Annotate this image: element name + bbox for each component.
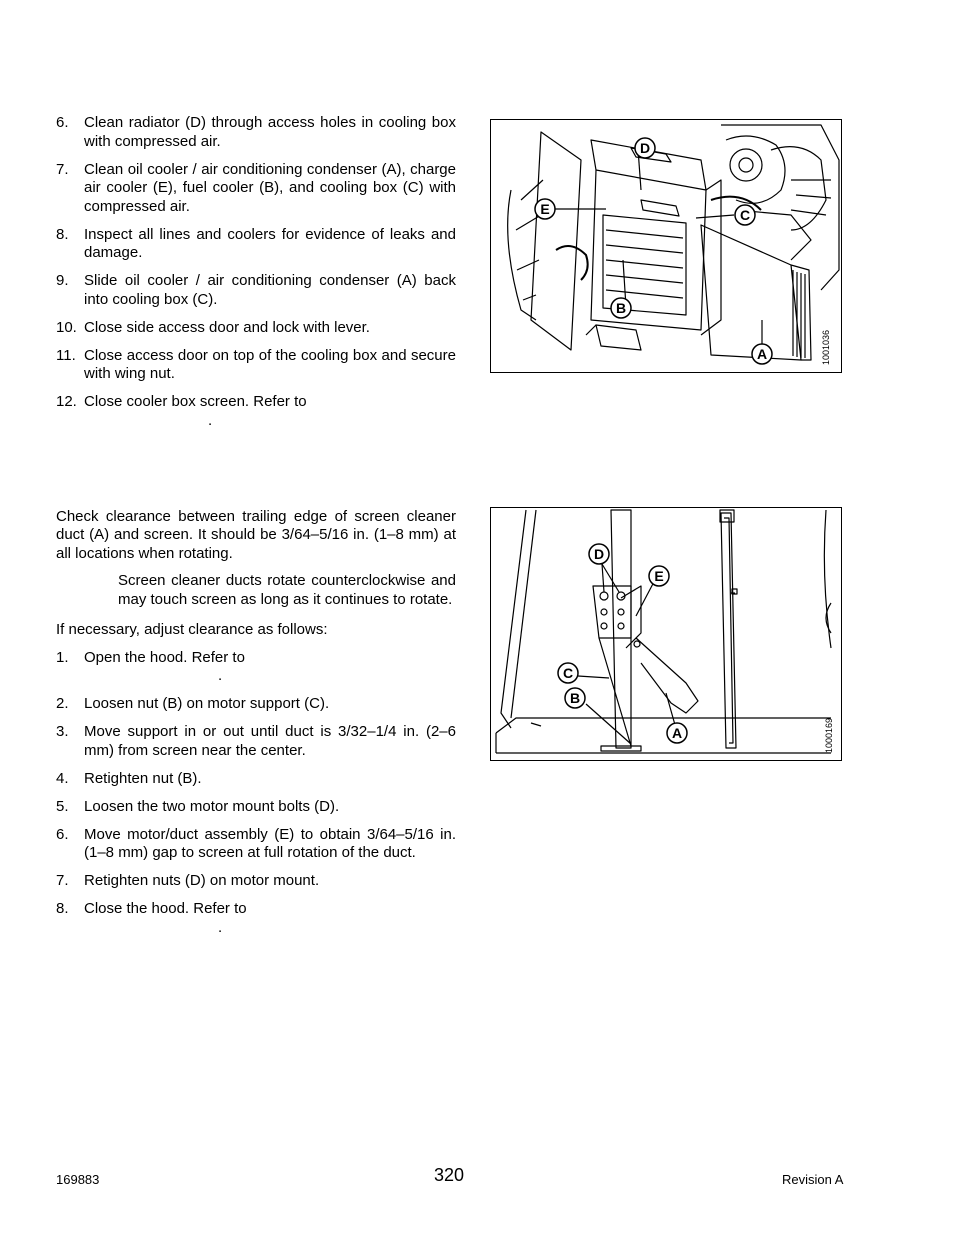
callout-d bbox=[589, 544, 609, 564]
svg-text:D: D bbox=[593, 546, 605, 562]
cooling-box-illustration bbox=[491, 120, 841, 372]
left-column bbox=[56, 114, 456, 947]
step: 2. Loosen nut (B) on motor support (C). bbox=[56, 695, 330, 712]
step: 6. Clean radiator (D) through access holes in cooling box with compressed air. bbox=[56, 114, 456, 150]
svg-text:B: B bbox=[569, 690, 581, 706]
revision: Revision A bbox=[782, 1172, 844, 1187]
callout-b bbox=[611, 298, 631, 318]
step: 4. Retighten nut (B). bbox=[56, 769, 202, 787]
callout-a bbox=[752, 344, 772, 364]
doc-number: 169883 bbox=[56, 1172, 100, 1187]
step: 8. Close the hood. Refer to . bbox=[56, 900, 247, 936]
figure-screen-cleaner bbox=[490, 507, 842, 761]
screen-cleaner-illustration bbox=[491, 508, 841, 760]
step: 3. Move support in or out until duct is 3/32–1/4 in. (2–6 mm) from screen near the center. bbox=[56, 723, 456, 759]
svg-text:E: E bbox=[654, 568, 664, 584]
svg-text:A: A bbox=[671, 725, 683, 741]
svg-text:A: A bbox=[756, 346, 768, 362]
callout-c bbox=[735, 205, 755, 225]
adjust-intro: If necessary, adjust clearance as follows: bbox=[56, 621, 328, 638]
callout-e bbox=[649, 566, 669, 586]
svg-text:D: D bbox=[639, 140, 651, 156]
svg-text:E: E bbox=[540, 201, 550, 217]
svg-text:C: C bbox=[739, 207, 751, 223]
callout-b bbox=[565, 688, 585, 708]
note-text: Screen cleaner ducts rotate counterclockwise and may touch screen as long as it continues to rotate. bbox=[118, 572, 456, 608]
step: 5. Loosen the two motor mount bolts (D). bbox=[56, 797, 340, 815]
figure-cooling-box bbox=[490, 119, 842, 373]
step: 7. Retighten nuts (D) on motor mount. bbox=[56, 872, 320, 889]
svg-text:B: B bbox=[615, 300, 627, 316]
callout-e bbox=[535, 199, 555, 219]
step: 7. Clean oil cooler / air conditioning condenser (A), charge air cooler (E), fuel cooler (B), and cooling box (C) with compressed air. bbox=[56, 160, 456, 215]
step: 9. Slide oil cooler / air conditioning condenser (A) back into cooling box (C). bbox=[56, 272, 456, 308]
section2 bbox=[56, 508, 456, 938]
section1-steps bbox=[56, 114, 456, 430]
figure-id: 1000169 bbox=[824, 717, 834, 753]
callout-c bbox=[558, 663, 578, 683]
step: 8. Inspect all lines and coolers for evidence of leaks and damage. bbox=[56, 225, 456, 261]
step: 12. Close cooler box screen. Refer to . bbox=[56, 393, 307, 429]
step: 11. Close access door on top of the cooling box and secure with wing nut. bbox=[56, 346, 456, 382]
step: 6. Move motor/duct assembly (E) to obtain 3/64–5/16 in. (1–8 mm) gap to screen at full rotation of the duct. bbox=[56, 825, 456, 861]
callout-a bbox=[667, 723, 687, 743]
step: 1. Open the hood. Refer to . bbox=[56, 648, 245, 684]
clearance-intro: Check clearance between trailing edge of screen cleaner duct (A) and screen. It should be 3/64–5/16 in. (1–8 mm) at all locations when rotating. bbox=[56, 507, 456, 562]
step: 10. Close side access door and lock with lever. bbox=[56, 318, 370, 336]
figure-id: 1001036 bbox=[821, 329, 831, 365]
callout-d bbox=[635, 138, 655, 158]
svg-text:C: C bbox=[562, 665, 574, 681]
page-number: 320 bbox=[434, 1165, 465, 1185]
